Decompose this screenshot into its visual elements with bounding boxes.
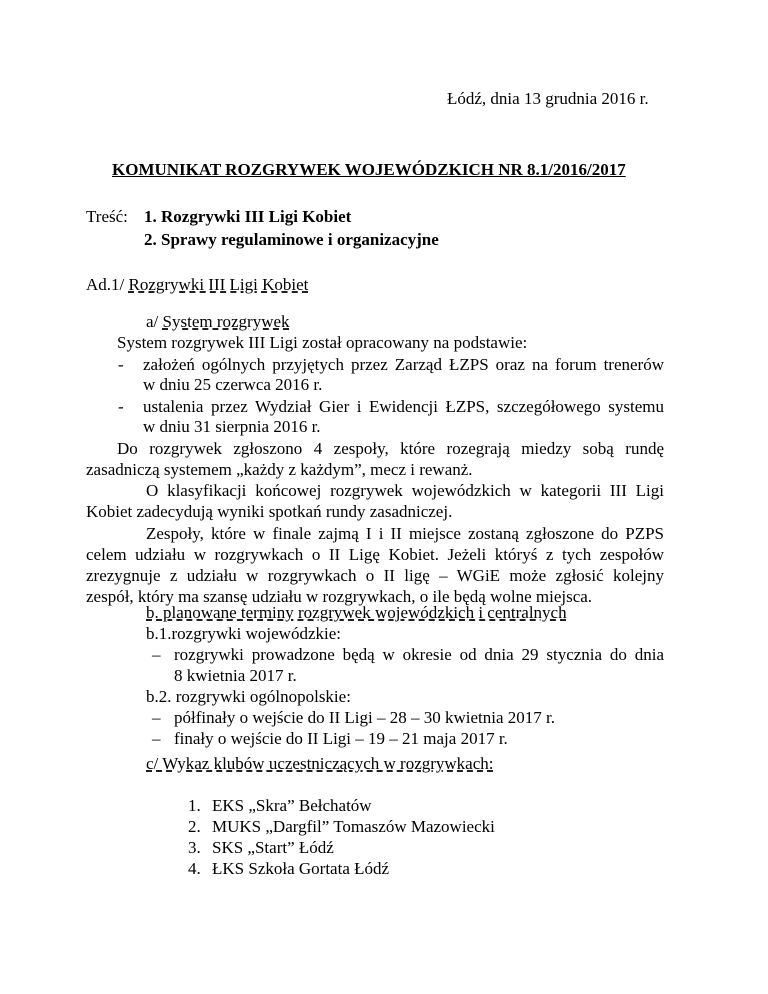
paragraph-3-line-4: zespół, który ma szansę udziału w rozgrywkach, o ile będą wolne miejsca. [86, 587, 593, 606]
bullet-1-line-2: w dniu 25 czerwca 2016 r. [143, 375, 323, 394]
paragraph-2-line-2: Kobiet zadecydują wyniki spotkań rundy zasadniczej. [86, 502, 453, 521]
club-number: 2. [188, 817, 201, 836]
paragraph-3-line-2: celem udziału w rozgrywkach o II Ligę Kobiet. Jeżeli któryś z tych zespołów [86, 545, 664, 564]
club-number: 1. [188, 796, 201, 815]
bullet-1-line-1: założeń ogólnych przyjętych przez Zarząd ŁZPS oraz na forum trenerów [143, 355, 664, 374]
paragraph-2-line-1: O klasyfikacji końcowej rozgrywek wojewódzkich w kategorii III Ligi [146, 481, 664, 500]
ad1-title: Rozgrywki III Ligi Kobiet [128, 275, 309, 294]
b2-item-1: półfinały o wejście do II Ligi – 28 – 30 kwietnia 2017 r. [174, 708, 556, 727]
paragraph-3-line-1: Zespoły, które w finale zajmą I i II miejsce zostaną zgłoszone do PZPS [146, 524, 664, 543]
paragraph-1-line-2: zasadniczą systemem „każdy z każdym”, mecz i rewanż. [86, 460, 473, 479]
bullet-2-line-2: w dniu 31 sierpnia 2016 r. [143, 417, 321, 436]
b2-item-2: finały o wejście do II Ligi – 19 – 21 maja 2017 r. [174, 729, 508, 748]
dash-marker: – [152, 645, 161, 664]
place-date: Łódź, dnia 13 grudnia 2016 r. [447, 89, 649, 108]
club-name: EKS „Skra” Bełchatów [212, 796, 372, 815]
club-name: ŁKS Szkoła Gortata Łódź [212, 859, 390, 878]
bullet-marker: - [118, 397, 124, 416]
content-item-1: 1. Rozgrywki III Ligi Kobiet [144, 207, 352, 226]
club-name: MUKS „Dargfil” Tomaszów Mazowiecki [212, 817, 495, 836]
b1-item-line-2: 8 kwietnia 2017 r. [174, 666, 297, 685]
bullet-2-line-1: ustalenia przez Wydział Gier i Ewidencji ŁZPS, szczegółowego systemu [143, 397, 664, 416]
paragraph-1-line-1: Do rozgrywek zgłoszono 4 zespoły, które rozegrają miedzy sobą rundę [117, 439, 664, 458]
section-a-title: System rozgrywek [162, 312, 290, 331]
section-b-title: b. planowane terminy rozgrywek wojewódzkich i centralnych [146, 603, 567, 622]
paragraph-3-line-3: zrezygnuje z udziału w rozgrywkach o II ligę – WGiE może zgłosić kolejny [86, 566, 664, 585]
content-label: Treść: [86, 207, 128, 226]
section-c-title: c/ Wykaz klubów uczestniczących w rozgrywkach: [146, 754, 494, 773]
section-a-prefix: a/ [146, 312, 159, 331]
ad1-prefix: Ad.1/ [86, 275, 125, 294]
club-number: 3. [188, 838, 201, 857]
dash-marker: – [152, 708, 161, 727]
section-a-intro: System rozgrywek III Ligi został opracowany na podstawie: [117, 333, 528, 352]
ad1-heading [86, 275, 308, 295]
bullet-marker: - [118, 355, 124, 374]
content-item-2: 2. Sprawy regulaminowe i organizacyjne [144, 230, 439, 249]
section-b2-heading: b.2. rozgrywki ogólnopolskie: [146, 687, 351, 706]
club-number: 4. [188, 859, 201, 878]
dash-marker: – [152, 729, 161, 748]
section-b1-heading: b.1.rozgrywki wojewódzkie: [146, 624, 341, 643]
document-title: KOMUNIKAT ROZGRYWEK WOJEWÓDZKICH NR 8.1/2016/2017 [112, 160, 626, 179]
b1-item-line-1: rozgrywki prowadzone będą w okresie od dnia 29 stycznia do dnia [174, 645, 664, 664]
section-a-heading [146, 312, 290, 332]
club-name: SKS „Start” Łódź [212, 838, 334, 857]
